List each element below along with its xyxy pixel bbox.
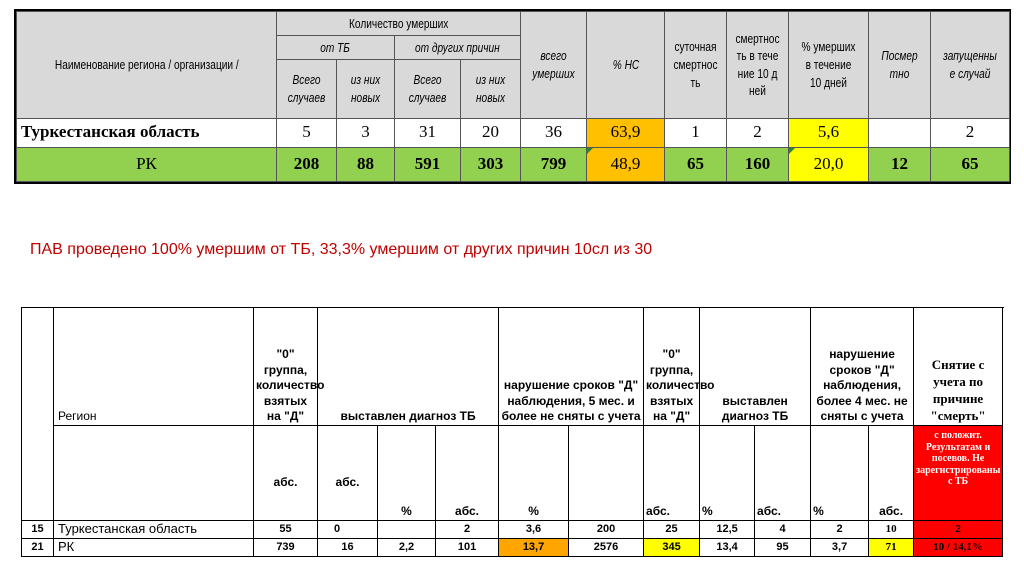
cell-posthumous: 12: [869, 147, 931, 181]
cell-tb-total: 208: [277, 147, 337, 181]
header-deaths-count: Количество умерших: [277, 12, 521, 36]
cell-pct-ten-days: 20,0: [789, 147, 869, 181]
header-daily-mortality: суточная смертность: [665, 12, 727, 119]
unit-abs5: абс.: [755, 426, 811, 521]
cell-c2: 16: [318, 538, 378, 556]
cell-neglected: 2: [931, 118, 1010, 147]
region-name: Туркестанская область: [17, 118, 277, 147]
cell-other-new: 20: [461, 118, 521, 147]
region-name: Туркестанская область: [54, 521, 254, 539]
cell-c7: 25: [644, 521, 700, 539]
cell-c12: 2: [914, 521, 1003, 539]
table-row: [22, 521, 1003, 539]
cell-c3: [378, 521, 436, 539]
header-tb-total: Всего случаев: [277, 60, 337, 118]
unit-pct3: %: [700, 426, 755, 521]
cell-c9: 4: [755, 521, 811, 539]
header-violation-4m: нарушение сроков "Д" наблюдения, более 4 мес. не сняты с учета: [811, 308, 914, 426]
header-other-total: Всего случаев: [395, 60, 461, 118]
cell-pct-ns: 48,9: [587, 147, 665, 181]
region-name: РК: [17, 147, 277, 181]
cell-c8: 13,4: [700, 538, 755, 556]
header-diagnosis-tb-b: выставлен диагноз ТБ: [700, 308, 811, 426]
mortality-table-grid: [16, 11, 1010, 182]
cell-c7: 345: [644, 538, 700, 556]
cell-c12: 10 / 14,1%: [914, 538, 1003, 556]
cell-ten-days: 2: [727, 118, 789, 147]
header-posthumous: Посмертно: [869, 12, 931, 119]
row-num: 21: [22, 538, 54, 556]
header-region-blank: [54, 426, 254, 521]
unit-abs4: абс.: [644, 426, 700, 521]
table-row: [17, 118, 1010, 147]
header-from-tb: от ТБ: [277, 36, 395, 60]
cell-c9: 95: [755, 538, 811, 556]
cell-c4: 101: [436, 538, 499, 556]
cell-other-total: 591: [395, 147, 461, 181]
unit-abs3: абс.: [436, 426, 499, 521]
cell-other-new: 303: [461, 147, 521, 181]
header-pct-ns: % НС: [587, 12, 665, 119]
header-tb-new: из них новых: [337, 60, 395, 118]
header-neglected: запущенные случай: [931, 12, 1010, 119]
header-num: [22, 308, 54, 521]
cell-c11: 71: [869, 538, 914, 556]
cell-c3: 2,2: [378, 538, 436, 556]
cell-c5: 13,7: [499, 538, 569, 556]
header-total-deaths: всего умерших: [521, 12, 587, 119]
unit-pct4: %: [811, 426, 869, 521]
region-name: РК: [54, 538, 254, 556]
table-row: [17, 147, 1010, 181]
row-num: 15: [22, 521, 54, 539]
header-group0: "0" группа, количество взятых на "Д": [254, 308, 318, 426]
cell-c1: 739: [254, 538, 318, 556]
header-diagnosis-tb: выставлен диагноз ТБ: [318, 308, 499, 426]
cell-tb-total: 5: [277, 118, 337, 147]
unit-blank: [569, 426, 644, 521]
red-note-header: с положит. Результатам и посевов. Не зарегистрированы с ТБ: [914, 426, 1003, 521]
cell-tb-new: 88: [337, 147, 395, 181]
header-region: Регион: [54, 308, 254, 426]
cell-daily: 65: [665, 147, 727, 181]
cell-c8: 12,5: [700, 521, 755, 539]
unit-pct1: %: [378, 426, 436, 521]
cell-c4: 2: [436, 521, 499, 539]
cell-c10: 3,7: [811, 538, 869, 556]
cell-c5: 3,6: [499, 521, 569, 539]
cell-c2: 0: [318, 521, 378, 539]
unit-abs1: абс.: [254, 426, 318, 521]
header-group0-b: "0" группа, количество взятых на "Д": [644, 308, 700, 426]
unit-pct2: %: [499, 426, 569, 521]
cell-ten-days: 160: [727, 147, 789, 181]
cell-c11: 10: [869, 521, 914, 539]
cell-c6: 200: [569, 521, 644, 539]
header-removed-death: Снятие с учета по причине "смерть": [914, 308, 1003, 426]
cell-posthumous: [869, 118, 931, 147]
cell-c10: 2: [811, 521, 869, 539]
table-row: [22, 538, 1003, 556]
unit-abs2: абс.: [318, 426, 378, 521]
cell-c1: 55: [254, 521, 318, 539]
unit-abs6: абс.: [869, 426, 914, 521]
observation-table: [21, 307, 1003, 557]
mortality-table: [14, 9, 1011, 184]
header-other-new: из них новых: [461, 60, 521, 118]
header-mortality-10days: смертность в течение 10 дней: [727, 12, 789, 119]
cell-daily: 1: [665, 118, 727, 147]
cell-pct-ten-days: 5,6: [789, 118, 869, 147]
cell-total: 36: [521, 118, 587, 147]
header-pct-deaths-10days: % умерших в течение 10 дней: [789, 12, 869, 119]
cell-c6: 2576: [569, 538, 644, 556]
cell-tb-new: 3: [337, 118, 395, 147]
cell-neglected: 65: [931, 147, 1010, 181]
header-from-other: от других причин: [395, 36, 521, 60]
header-region: Наименование региона / организации /: [17, 12, 277, 119]
header-violation-5m: нарушение сроков "Д" наблюдения, 5 мес. и более не сняты с учета: [499, 308, 644, 426]
cell-total: 799: [521, 147, 587, 181]
cell-pct-ns: 63,9: [587, 118, 665, 147]
pav-note: ПАВ проведено 100% умершим от ТБ, 33,3% умершим от других причин 10сл из 30: [30, 241, 653, 258]
cell-other-total: 31: [395, 118, 461, 147]
